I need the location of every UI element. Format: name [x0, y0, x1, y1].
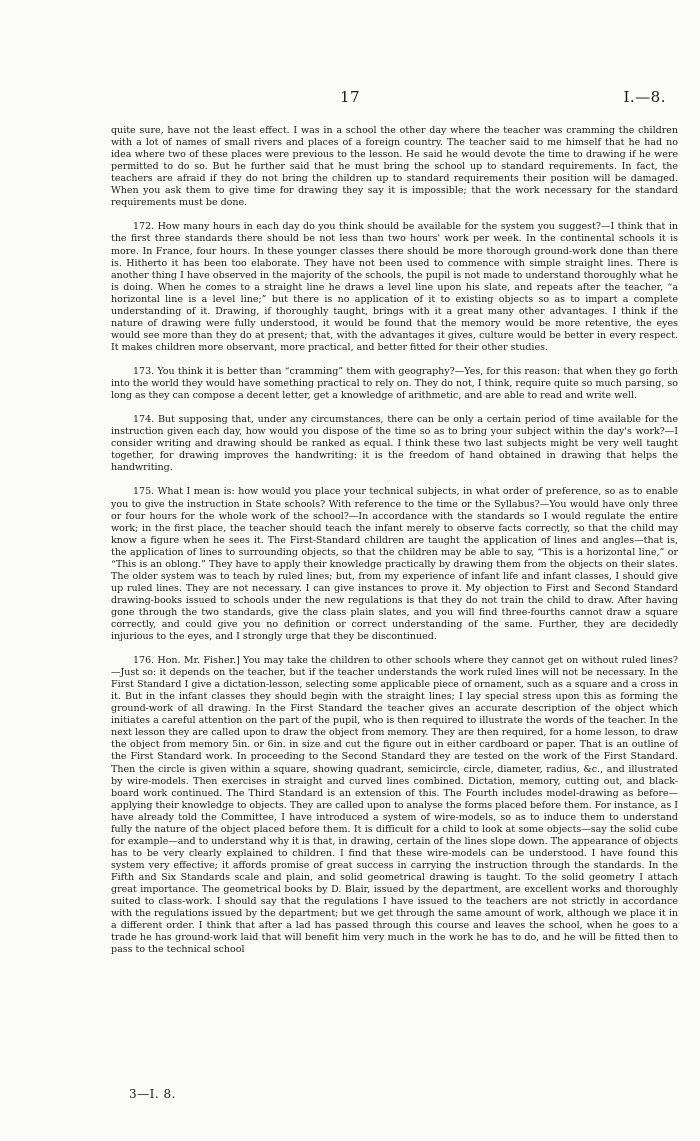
paragraph-172: 172. How many hours in each day do you think should be available for the system you suggest?—I think that in the first three standards there should be not less than two hours' work per week. In the continental schools it is more. In France, four hours. In these younger classes there should be more thorough ground-work done than there is. Hitherto it has been too elaborate. They have not been used to commence with simple straight lines. There is another thing I have observed in the majority of the schools, the pupil is not made to understand thoroughly what he is doing. When he comes to a straight line he draws a level line upon his slate, and repeats after the teacher, “a horizontal line is a level line;” but there is no application of it to existing objects so as to impart a complete understanding of it. Drawing, if thoroughly taught, brings with it a great many other advantages. I think if the nature of drawing were fully understood, it would be found that the memory would be more retentive, the eyes would see more than they do at present; that, with the advantages it gives, culture would be better in every respect. It makes children more observant, more practical, and better fitted for their other studies. [111, 221, 678, 353]
document-reference: I.—8. [623, 88, 666, 106]
body-text [111, 113, 678, 1098]
signature-mark: 3—I. 8. [129, 1087, 176, 1101]
page-number: 17 [339, 88, 361, 106]
paragraph-continuation: quite sure, have not the least effect. I was in a school the other day where the teacher was cramming the children with a lot of names of small rivers and places of a foreign country. The teacher said to me himself that he had no idea where two of these places were previous to the lesson. He said he would devote the time to drawing if he were permitted to do so. But he further said that he must bring the school up to standard requirements. In fact, the teachers are afraid if they do not bring the children up to standard requirements their position will be damaged. When you ask them to give time for drawing they say it is impossible; that the work necessary for the standard requirements must be done. [111, 125, 678, 209]
paragraph-176: 176. Hon. Mr. Fisher.] You may take the children to other schools where they cannot get on without ruled lines?—Just so: it depends on the teacher, but if the teacher understands the work ruled lines will not be necessary. In the First Standard I give a dictation-lesson, selecting some applicable piece of ornament, such as a square and a cross in it. But in the infant classes they should begin with the straight lines; I lay special stress upon this as forming the ground-work of all drawing. In the First Standard the teacher gives an accurate description of the object which initiates a careful attention on the part of the pupil, who is then required to illustrate the words of the teacher. In the next lesson they are called upon to draw the object from memory. They are then required, for a home lesson, to draw the object from memory 5in. or 6in. in size and cut the figure out in either cardboard or paper. That is an outline of the First Standard work. In proceeding to the Second Standard they are tested on the work of the First Standard. Then the circle is given within a square, showing quadrant, semicircle, circle, diameter, radius, &c., and illustrated by wire-models. Then exercises in straight and curved lines combined. Dictation, memory, cutting out, and black-board work continued. The Third Standard is an extension of this. The Fourth includes model-drawing as before—applying their knowledge to objects. They are called upon to analyse the forms placed before them. For instance, as I have already told the Committee, I have introduced a system of wire-models, so as to induce them to understand fully the nature of the object placed before them. It is difficult for a child to look at some objects—say the solid cube for example—and to understand why it is that, in drawing, certain of the lines slope down. The appearance of objects has to be very clearly explained to children. I find that these wire-models can be understood. I have found this system very effective; it affords promise of great success in carrying the instruction through the standards. In the Fifth and Six Standards scale and plain, and solid geometrical drawing is taught. To the solid geometry I attach great importance. The geometrical books by D. Blair, issued by the department, are excellent works and thoroughly suited to class-work. I should say that the regulations I have issued to the teachers are not strictly in accordance with the regulations issued by the department; but we get through the same amount of work, although we place it in a different order. I think that after a lad has passed through this course and leaves the school, when he goes to a trade he has ground-work laid that will benefit him very much in the work he has to do, and he will be fitted then to pass to the technical school [111, 655, 678, 956]
paragraph-173: 173. You think it is better than “cramming” them with geography?—Yes, for this reason: that when they go forth into the world they would have something practical to rely on. They do not, I think, require quite so much parsing, so long as they can compose a decent letter, get a knowledge of arithmetic, and are able to read and write well. [111, 365, 678, 402]
paragraph-174: 174. But supposing that, under any circumstances, there can be only a certain period of time available for the instruction given each day, how would you dispose of the time so as to bring your subject within the day's work?—I consider writing and drawing should be ranked as equal. I think these two last subjects might be very well taught together, for drawing improves the handwriting: it is the freedom of hand obtained in drawing that helps the handwriting. [111, 414, 678, 474]
paragraph-175: 175. What I mean is: how would you place your technical subjects, in what order of preference, so as to enable you to give the instruction in State schools? With reference to the time or the Syllabus?—You would have only three or four hours for the whole work of the school?—In accordance with the standards so I would regulate the entire work; in the first place, the teacher should teach the infant merely to observe facts correctly, so that the child may know a figure when he sees it. The First-Standard children are taught the application of lines and angles—that is, the application of lines to surrounding objects, so that the children may be able to say, “This is a horizontal line,” or “This is an oblong.” They have to apply their knowledge practically by drawing them from the objects on their slates. The older system was to teach by ruled lines; but, from my experience of infant life and infant classes, I should give up ruled lines. They are not necessary. I can give instances to prove it. My objection to First and Second Standard drawing-books issued to schools under the new regulations is that they do not train the child to draw. After having gone through the two standards, give the class plain slates, and you will find three-fourths cannot draw a square correctly, and could give you no definition or correct understanding of the same. Further, they are decidedly injurious to the eyes, and I strongly urge that they be discontinued. [111, 486, 678, 643]
